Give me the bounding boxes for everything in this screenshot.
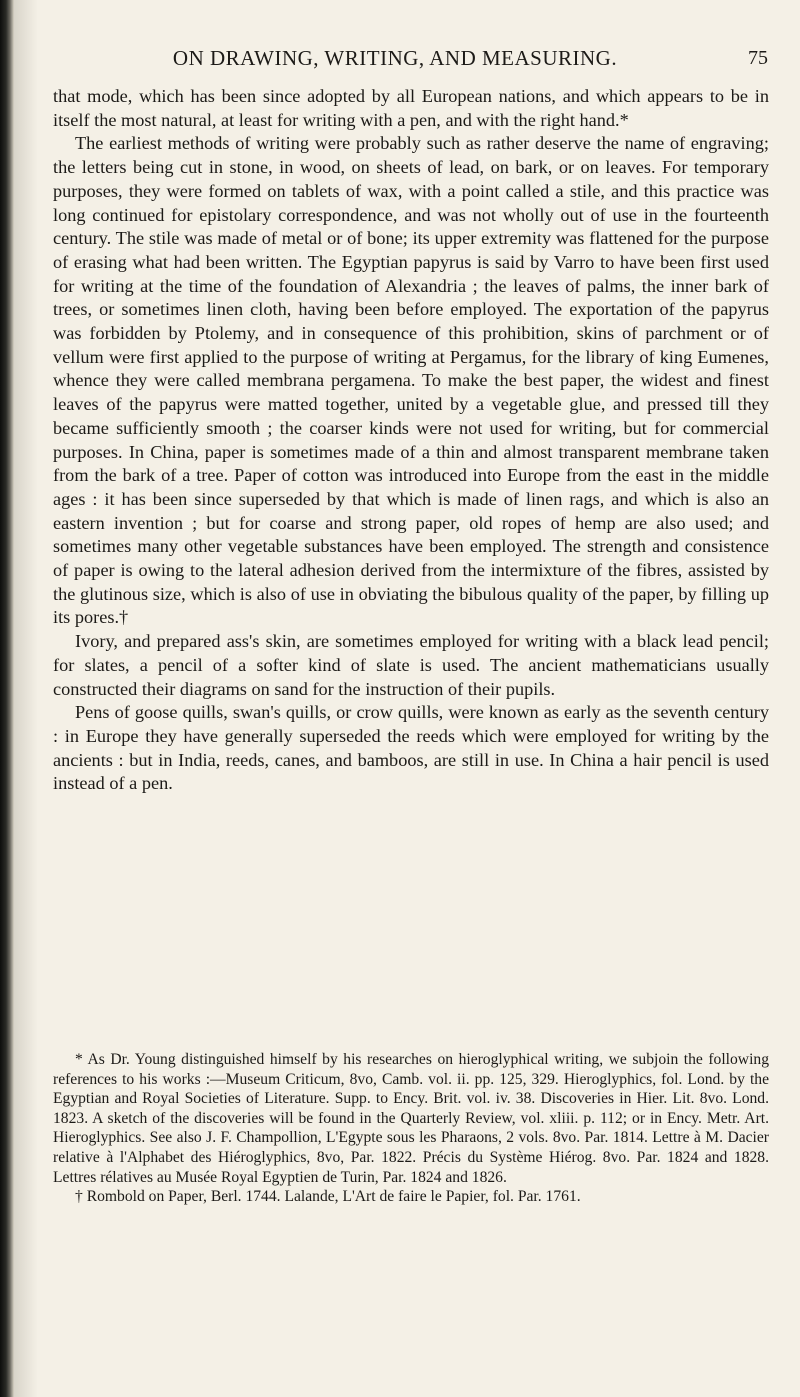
- book-binding-edge: [0, 0, 14, 1397]
- running-title: ON DRAWING, WRITING, AND MEASURING.: [172, 46, 618, 70]
- footnote: † Rombold on Paper, Berl. 1744. Lalande, L'Art de faire le Papier, fol. Par. 1761.: [75, 1188, 581, 1206]
- page-header: [82, 46, 768, 80]
- binding-shadow: [14, 0, 38, 1397]
- paragraph: The earliest methods of writing were probably such as rather deserve the name of engraving; the letters being cut in stone, in wood, on sheets of lead, on bark, or on leaves. For temporary purposes, they were formed on tablets of wax, with a point called a stile, and this practice was long continued for epistolary correspondence, and was not wholly out of use in the fourteenth century. The stile was made of metal or of bone; its upper extremity was flattened for the purpose of erasing what had been written. The Egyptian papyrus is said by Varro to have been first used for writing at the time of the foundation of Alexandria ; the leaves of palms, the inner bark of trees, or sometimes linen cloth, having been before employed. The exportation of the papyrus was forbidden by Ptolemy, and in consequence of this prohibition, skins of parchment or of vellum were first applied to the purpose of writing at Pergamus, for the library of king Eumenes, whence they were called membrana pergamena. To make the best paper, the widest and finest leaves of the papyrus were matted together, united by a vegetable glue, and pressed till they became sufficiently smooth ; the coarser kinds were not used for writing, but for commercial purposes. In China, paper is sometimes made of a thin and almost transparent membrane taken from the bark of a tree. Paper of cotton was introduced into Europe from the east in the middle ages : it has been since superseded by that which is made of linen rags, and which is also an eastern invention ; but for coarse and strong paper, old ropes of hemp are also used; and sometimes many other vegetable substances have been employed. The strength and consistence of paper is owing to the lateral adhesion derived from the intermixture of the fibres, assisted by the glutinous size, which is also of use in obviating the bibulous quality of the paper, by filling up its pores.†: [53, 133, 769, 628]
- paragraph: Pens of goose quills, swan's quills, or crow quills, were known as early as the seventh century : in Europe they have generally superseded the reeds which were employed for writing by the ancients : but in India, reeds, canes, and bamboos, are still in use. In China a hair pencil is used instead of a pen.: [53, 702, 769, 794]
- body-text: [53, 85, 769, 796]
- page-number: 75: [748, 47, 768, 69]
- footnotes: [53, 1050, 769, 1207]
- paragraph: Ivory, and prepared ass's skin, are sometimes employed for writing with a black lead pencil; for slates, a pencil of a softer kind of slate is used. The ancient mathematicians usually constructed their diagrams on sand for the instruction of their pupils.: [53, 631, 769, 699]
- footnote: * As Dr. Young distinguished himself by his researches on hieroglyphical writing, we subjoin the following references to his works :—Museum Criticum, 8vo, Camb. vol. ii. pp. 125, 329. Hieroglyphics, fol. Lond. by the Egyptian and Royal Societies of Literature. Supp. to Ency. Brit. vol. iv. 38. Discoveries in Hier. Lit. 8vo. Lond. 1823. A sketch of the discoveries will be found in the Quarterly Review, vol. xliii. p. 112; or in Ency. Metr. Art. Hieroglyphics. See also J. F. Champollion, L'Egypte sous les Pharaons, 2 vols. 8vo. Par. 1814. Lettre à M. Dacier relative à l'Alphabet des Hiéroglyphics, 8vo, Par. 1822. Précis du Système Hiérog. 8vo. Par. 1824 and 1828. Lettres rélatives au Musée Royal Egyptien de Turin, Par. 1824 and 1826.: [53, 1051, 769, 1186]
- paragraph: that mode, which has been since adopted by all European nations, and which appears to be in itself the most natural, at least for writing with a pen, and with the right hand.*: [53, 86, 769, 130]
